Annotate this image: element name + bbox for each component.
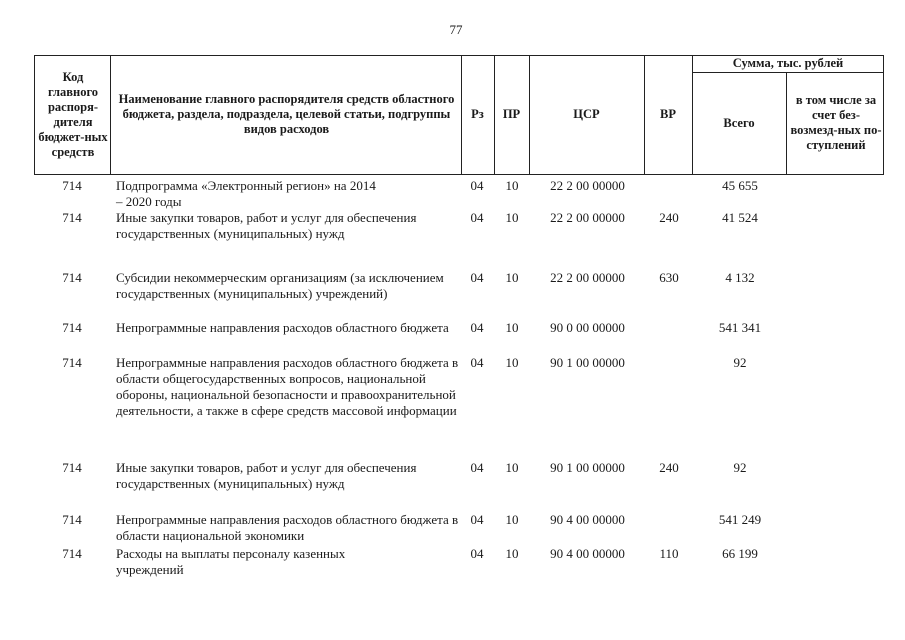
cell-total: 541 249: [718, 512, 762, 527]
cell-code: 714: [62, 355, 82, 370]
cell-total: 41 524: [722, 210, 758, 225]
header-vr: ВР: [660, 107, 676, 121]
cell-rz: 04: [470, 355, 484, 370]
cell-vr: 240: [659, 460, 679, 475]
cell-csr: 90 1 00 00000: [550, 355, 625, 370]
page-number: 77: [449, 22, 463, 37]
table-header: [34, 55, 884, 175]
cell-rz: 04: [470, 270, 484, 285]
cell-csr: 90 4 00 00000: [550, 512, 625, 527]
header-code: Код главного распоря-дителя бюджет-ных средств: [38, 69, 108, 159]
header-pr: ПР: [502, 107, 521, 121]
cell-rz: 04: [470, 546, 484, 561]
cell-total: 541 341: [718, 320, 762, 335]
cell-name: Субсидии некоммерческим организациям (за исключением государственных (муниципальных) учреждений): [116, 270, 444, 301]
cell-name: Непрограммные направления расходов областного бюджета в области общегосударственных вопросов, национальной обороны, национальной безопасности и правоохранительной деятельности, а также в сфере средств массовой информации: [116, 355, 459, 418]
cell-pr: 10: [505, 512, 519, 527]
cell-vr: 110: [659, 546, 679, 561]
cell-csr: 22 2 00 00000: [550, 270, 625, 285]
cell-pr: 10: [505, 270, 519, 285]
cell-code: 714: [62, 210, 82, 225]
cell-name: Подпрограмма «Электронный регион» на 2014 – 2020 годы: [116, 178, 376, 209]
header-bottom-border: [34, 174, 884, 175]
cell-pr: 10: [505, 460, 519, 475]
cell-total: 66 199: [722, 546, 758, 561]
cell-pr: 10: [505, 546, 519, 561]
cell-code: 714: [62, 320, 82, 335]
cell-code: 714: [62, 512, 82, 527]
header-csr: ЦСР: [573, 107, 600, 121]
cell-csr: 90 1 00 00000: [550, 460, 625, 475]
cell-total: 4 132: [725, 270, 755, 285]
cell-code: 714: [62, 178, 82, 193]
header-divider: [883, 55, 884, 175]
cell-name: Непрограммные направления расходов областного бюджета: [116, 320, 449, 335]
cell-total: 92: [733, 355, 747, 370]
cell-pr: 10: [505, 210, 519, 225]
cell-total: 45 655: [722, 178, 758, 193]
header-rz: Рз: [471, 107, 484, 121]
header-divider: [34, 55, 35, 175]
cell-rz: 04: [470, 178, 484, 193]
cell-csr: 90 4 00 00000: [550, 546, 625, 561]
cell-csr: 22 2 00 00000: [550, 178, 625, 193]
cell-code: 714: [62, 270, 82, 285]
cell-pr: 10: [505, 355, 519, 370]
cell-csr: 90 0 00 00000: [550, 320, 625, 335]
header-name: Наименование главного распорядителя средств областного бюджета, раздела, подраздела, целевой статьи, подгруппы видов расходов: [118, 92, 455, 136]
cell-name: Расходы на выплаты персоналу казенных учреждений: [116, 546, 346, 577]
cell-pr: 10: [505, 178, 519, 193]
header-free-receipts: в том числе за счет без-возмезд-ных по-ступлений: [790, 93, 882, 152]
cell-csr: 22 2 00 00000: [550, 210, 625, 225]
cell-pr: 10: [505, 320, 519, 335]
cell-rz: 04: [470, 460, 484, 475]
cell-vr: 630: [659, 270, 679, 285]
header-divider: [110, 55, 111, 175]
cell-vr: 240: [659, 210, 679, 225]
cell-name: Иные закупки товаров, работ и услуг для обеспечения государственных (муниципальных) нужд: [116, 460, 417, 491]
cell-rz: 04: [470, 512, 484, 527]
header-divider: [786, 72, 787, 175]
header-total: Всего: [723, 115, 755, 130]
cell-code: 714: [62, 546, 82, 561]
header-sum: Сумма, тыс. рублей: [732, 56, 844, 70]
cell-rz: 04: [470, 210, 484, 225]
cell-total: 92: [733, 460, 747, 475]
cell-name: Иные закупки товаров, работ и услуг для обеспечения государственных (муниципальных) нужд: [116, 210, 417, 241]
cell-code: 714: [62, 460, 82, 475]
cell-name: Непрограммные направления расходов областного бюджета в области национальной экономики: [116, 512, 459, 543]
cell-rz: 04: [470, 320, 484, 335]
